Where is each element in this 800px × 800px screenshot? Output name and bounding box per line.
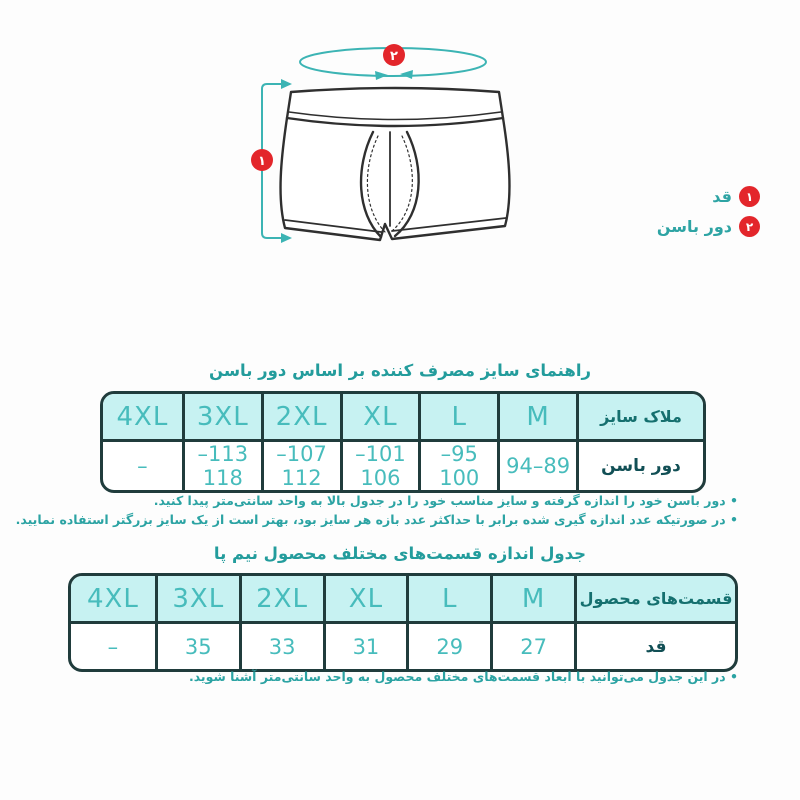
svg-text:۲: ۲ xyxy=(390,49,398,64)
table-row xyxy=(71,624,735,669)
note-line: • دور باسن خود را اندازه گرفته و سایز مناسب خود را در جدول بالا به واحد سانتی‌متر پیدا کنید. xyxy=(153,493,738,508)
boxer-brief-drawing xyxy=(281,88,510,240)
product-parts-table xyxy=(68,573,738,672)
arrow-right-icon xyxy=(281,79,292,89)
marker-badge-2 xyxy=(383,44,405,66)
size-value-cell: – xyxy=(137,454,148,478)
svg-text:۱: ۱ xyxy=(258,154,266,169)
size-col-header: L xyxy=(406,576,490,624)
size-col-header: L xyxy=(418,394,497,442)
legend-item-hip xyxy=(657,216,760,237)
size-col-header: 2XL xyxy=(261,394,340,442)
legend-item-height xyxy=(712,186,760,207)
size-col-header: M xyxy=(497,394,576,442)
note-line: • در این جدول می‌توانید با ابعاد قسمت‌های مختلف محصول به واحد سانتی‌متر آشنا شوید. xyxy=(188,669,738,684)
row-label-cell: دور باسن xyxy=(576,442,703,490)
size-value-cell: 101–106 xyxy=(340,442,419,490)
size-value-cell: – xyxy=(107,634,119,659)
size-col-header: XL xyxy=(323,576,407,624)
size-value-cell: 35 xyxy=(155,624,239,669)
criterion-header-cell: قسمت‌های محصول xyxy=(574,576,735,624)
size-col-header: M xyxy=(490,576,574,624)
marker-badge-1-icon: ۱ xyxy=(739,186,760,207)
size-col-header: 4XL xyxy=(103,394,182,442)
size-guide-table xyxy=(100,391,706,493)
arrow-right-icon xyxy=(375,71,388,80)
arrow-left-icon xyxy=(400,70,413,79)
note-line: • در صورتیکه عدد اندازه گیری شده برابر با حداکثر عدد بازه هر سایز بود، بهتر است از یک سایز بزرگتر استفاده نمایید. xyxy=(15,512,738,527)
size-value-cell: 33 xyxy=(239,624,323,669)
size-col-header: 3XL xyxy=(182,394,261,442)
diagram-legend xyxy=(657,186,760,237)
size-col-header: 4XL xyxy=(71,576,155,624)
legend-label: قد xyxy=(712,187,732,206)
size-value-cell: 27 xyxy=(490,624,574,669)
size-value-cell: 113–118 xyxy=(182,442,261,490)
product-parts-title: جدول اندازه قسمت‌های مختلف محصول نیم پا xyxy=(213,544,587,563)
size-col-header: 3XL xyxy=(155,576,239,624)
table-header-row xyxy=(103,394,703,442)
arrow-right-icon xyxy=(281,233,292,243)
size-col-header: 2XL xyxy=(239,576,323,624)
marker-badge-2-icon: ۲ xyxy=(739,216,760,237)
size-value-cell: 89–94 xyxy=(497,442,576,490)
row-label-cell: قد xyxy=(574,624,735,669)
size-value-cell: 29 xyxy=(406,624,490,669)
size-guide-notes xyxy=(16,491,738,529)
size-guide-title: راهنمای سایز مصرف کننده بر اساس دور باسن xyxy=(208,361,592,380)
criterion-header-cell: ملاک سایز xyxy=(576,394,703,442)
size-value-cell: 95–100 xyxy=(418,442,497,490)
table-row xyxy=(103,442,703,490)
product-parts-notes xyxy=(189,667,738,686)
size-col-header: XL xyxy=(340,394,419,442)
table-header-row xyxy=(71,576,735,624)
size-value-cell: 107–112 xyxy=(261,442,340,490)
size-value-cell: 31 xyxy=(323,624,407,669)
marker-badge-1 xyxy=(251,149,273,171)
legend-label: دور باسن xyxy=(656,217,732,236)
boxer-measurement-diagram xyxy=(235,38,545,253)
